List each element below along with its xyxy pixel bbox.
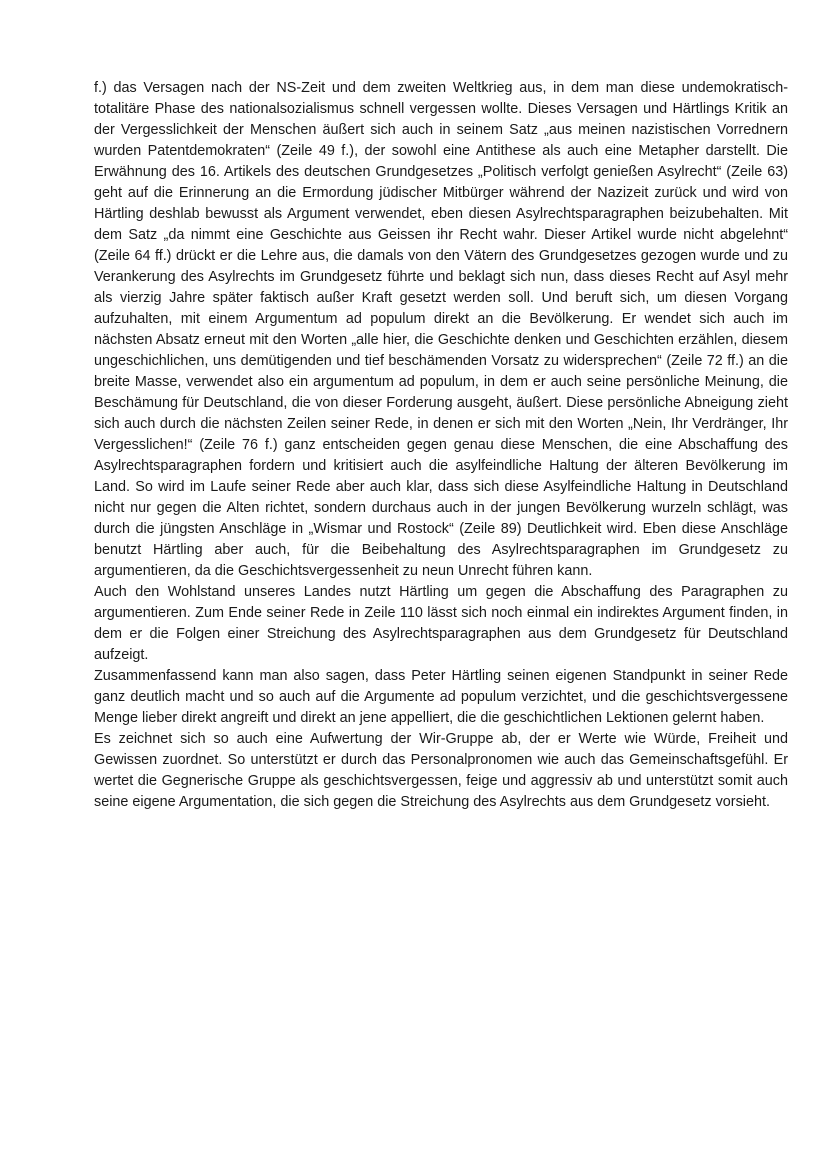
paragraph-1: f.) das Versagen nach der NS-Zeit und dem zweiten Weltkrieg aus, in dem man diese undemokratisch-totalitäre Phase des nationalsozialismus schnell vergessen wollte. Dieses Versagen und Härtlings Kritik an der Vergesslichkeit der Menschen äußert sich auch in seinem Satz „aus meinen nazistischen Vorrednern wurden Patentdemokraten“ (Zeile 49 f.), der sowohl eine Antithese als auch eine Metapher darstellt. Die Erwähnung des 16. Artikels des deutschen Grundgesetzes „Politisch verfolgt genießen Asylrecht“ (Zeile 63) geht auf die Erinnerung an die Ermordung jüdischer Mitbürger während der Nazizeit zurück und wird von Härtling deshlab bewusst als Argument verwendet, eben diesen Asylrechtsparagraphen beizubehalten. Mit dem Satz „da nimmt eine Geschichte aus Geissen ihr Recht wahr. Dieser Artikel wurde nicht abgelehnt“ (Zeile 64 ff.) drückt er die Lehre aus, die damals von den Vätern des Grundgesetzes gezogen wurde und zu Verankerung des Asylrechts im Grundgesetz führte und beklagt sich nun, dass dieses Recht auf Asyl mehr als vierzig Jahre später faktisch außer Kraft gesetzt werden soll. Und beruft sich, um diesen Vorgang aufzuhalten, mit einem Argumentum ad populum direkt an die Bevölkerung. Er wendet sich auch im nächsten Absatz erneut mit den Worten „alle hier, die Geschichte denken und Geschichten erzählen, diesem ungeschichlichen, uns demütigenden und tief beschämenden Vorsatz zu widersprechen“ (Zeile 72 ff.) an die breite Masse, verwendet also ein argumentum ad populum, in dem er auch seine persönliche Meinung, die Beschämung für Deutschland, die von dieser Forderung ausgeht, äußert. Diese persönliche Abneigung zieht sich auch durch die nächsten Zeilen seiner Rede, in denen er sich mit den Worten „Nein, Ihr Verdränger, Ihr Vergesslichen!“ (Zeile 76 f.) ganz entscheiden gegen genau diese Menschen, die eine Abschaffung des Asylrechtsparagraphen fordern und kritisiert auch die asylfeindliche Haltung der älteren Bevölkerung im Land. So wird im Laufe seiner Rede aber auch klar, dass sich diese Asylfeindliche Haltung in Deutschland nicht nur gegen die Alten richtet, sondern durchaus auch in der jungen Bevölkerung wurzeln schlägt, was durch die jüngsten Anschläge in „Wismar und Rostock“ (Zeile 89) Deutlichkeit wird. Eben diese Anschläge benutzt Härtling aber auch, für die Beibehaltung des Asylrechtsparagraphen im Grundgesetz zu argumentieren, da die Geschichtsvergessenheit zu neun Unrecht führen kann. [94,80,788,579]
paragraph-4: Es zeichnet sich so auch eine Aufwertung der Wir-Gruppe ab, der er Werte wie Würde, Freiheit und Gewissen zuordnet. So unterstützt er durch das Personalpronomen wie auch das Gemeinschaftsgefühl. Er wertet die Gegnerische Gruppe als geschichtsvergessen, feige und aggressiv ab und unterstützt somit auch seine eigene Argumentation, die sich gegen die Streichung des Asylrechts aus dem Grundgesetz vorsieht. [94,731,788,810]
document-body [94,78,788,813]
paragraph-3: Zusammenfassend kann man also sagen, dass Peter Härtling seinen eigenen Standpunkt in seiner Rede ganz deutlich macht und so auch auf die Argumente ad populum verzichtet, und die geschichtsvergessene Menge lieber direkt angreift und direkt an jene appelliert, die die geschichtlichen Lektionen gelernt haben. [94,668,788,726]
paragraph-2: Auch den Wohlstand unseres Landes nutzt Härtling um gegen die Abschaffung des Paragraphen zu argumentieren. Zum Ende seiner Rede in Zeile 110 lässt sich noch einmal ein indirektes Argument finden, in dem er die Folgen einer Streichung des Asylrechtsparagraphen aus dem Grundgesetz für Deutschland aufzeigt. [94,584,788,663]
